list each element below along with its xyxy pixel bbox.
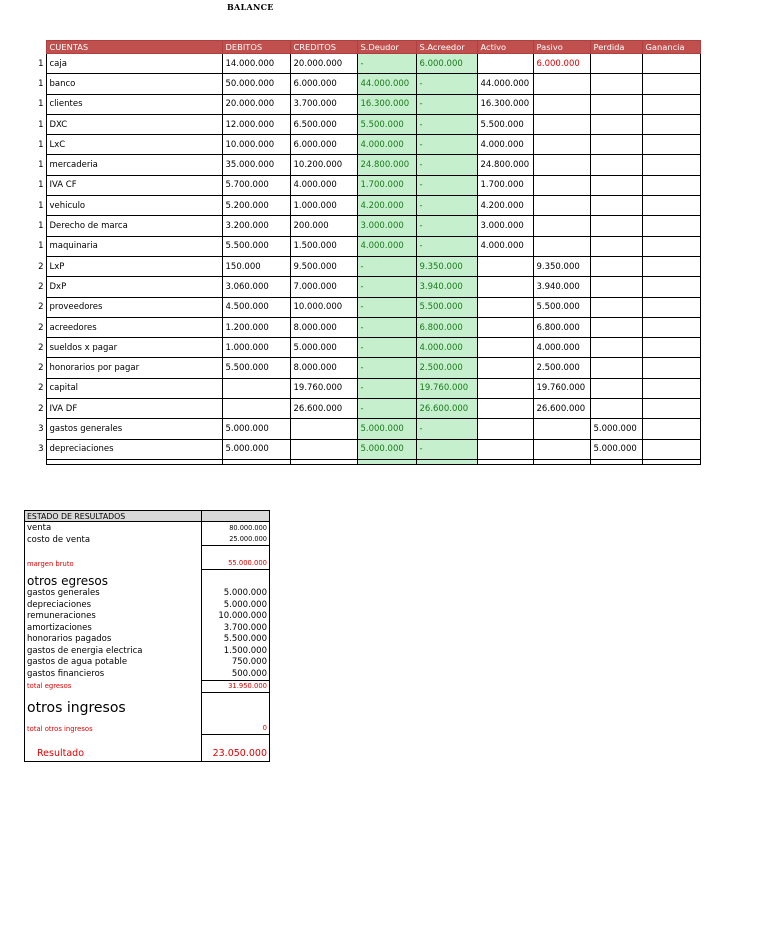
cell-ganancia[interactable] [642,216,700,236]
cell-debitos[interactable]: 5.000.000 [222,439,290,459]
cell-empty[interactable] [357,459,416,464]
header-perdida[interactable]: Perdida [590,41,642,54]
balance-row [33,74,700,94]
header-creditos[interactable]: CREDITOS [290,41,357,54]
cell-s-deudor[interactable]: 44.000.000 [357,74,416,94]
cell-pasivo[interactable] [533,175,590,195]
balance-row [33,196,700,216]
er-total-egresos-label[interactable]: total egresos [25,680,202,693]
cell-pasivo[interactable]: 19.760.000 [533,378,590,398]
cell-cuenta[interactable]: LxC [46,135,222,155]
er-egreso-row [25,668,270,680]
er-margen-row [25,558,270,570]
cell-activo[interactable]: 4.000.000 [477,135,533,155]
cell-s-acreedor[interactable]: - [416,216,477,236]
cell-activo[interactable] [477,54,533,74]
cell-cuenta[interactable]: maquinaria [46,236,222,256]
er-egreso-label[interactable]: remuneraciones [25,611,202,623]
cell-cuenta[interactable]: proveedores [46,297,222,317]
cell-s-acreedor[interactable]: - [416,439,477,459]
er-egreso-row [25,611,270,623]
header-debitos[interactable]: DEBITOS [222,41,290,54]
cell-activo[interactable] [477,419,533,439]
cell-creditos[interactable]: 6.500.000 [290,114,357,134]
cell-perdida[interactable] [590,338,642,358]
cell-ganancia[interactable] [642,439,700,459]
er-egreso-value[interactable]: 3.700.000 [202,622,270,634]
cell-debitos[interactable]: 14.000.000 [222,54,290,74]
balance-row [33,378,700,398]
cell-s-deudor[interactable]: - [357,277,416,297]
cell-cuenta[interactable]: DxP [46,277,222,297]
cell-creditos[interactable]: 200.000 [290,216,357,236]
cell-creditos[interactable]: 8.000.000 [290,358,357,378]
er-total-egresos-value[interactable]: 31.950.000 [202,680,270,693]
cell-idx: 1 [38,180,44,191]
estado-resultados-table [24,510,270,762]
cell-s-acreedor[interactable]: 6.000.000 [416,54,477,74]
balance-header-row [33,41,700,54]
cell-debitos[interactable]: 50.000.000 [222,74,290,94]
cell-ganancia[interactable] [642,256,700,276]
cell-idx: 1 [38,78,44,89]
er-egreso-label[interactable]: gastos generales [25,588,202,600]
cell-s-deudor[interactable]: 1.700.000 [357,175,416,195]
er-costo-row [25,534,270,546]
cell-ganancia[interactable] [642,236,700,256]
cell-creditos[interactable]: 8.000.000 [290,317,357,337]
balance-row [33,135,700,155]
cell-idx: 1 [38,99,44,110]
cell-idx: 1 [38,58,44,69]
cell-creditos[interactable]: 19.760.000 [290,378,357,398]
cell-s-deudor[interactable]: - [357,338,416,358]
cell-empty[interactable] [533,459,590,464]
cell-perdida[interactable] [590,196,642,216]
cell-s-acreedor[interactable]: 19.760.000 [416,378,477,398]
cell-creditos[interactable]: 3.700.000 [290,94,357,114]
cell-s-deudor[interactable]: - [357,54,416,74]
cell-ganancia[interactable] [642,196,700,216]
cell-pasivo[interactable] [533,216,590,236]
cell-perdida[interactable] [590,74,642,94]
cell-ganancia[interactable] [642,378,700,398]
er-otros-ingresos-label[interactable]: otros ingresos [25,693,202,723]
balance-row [33,358,700,378]
cell-debitos[interactable]: 5.000.000 [222,419,290,439]
cell-creditos[interactable]: 1.000.000 [290,196,357,216]
cell-creditos[interactable]: 9.500.000 [290,256,357,276]
er-venta-row [25,522,270,534]
cell-s-deudor[interactable]: 24.800.000 [357,155,416,175]
cell-s-acreedor[interactable]: - [416,419,477,439]
cell-pasivo[interactable] [533,135,590,155]
header-pasivo[interactable]: Pasivo [533,41,590,54]
er-egreso-row [25,588,270,600]
cell-debitos[interactable]: 5.500.000 [222,358,290,378]
cell-idx: 1 [38,221,44,232]
balance-row [33,114,700,134]
cell-debitos[interactable]: 5.200.000 [222,196,290,216]
cell-activo[interactable]: 4.000.000 [477,236,533,256]
cell-debitos[interactable]: 3.060.000 [222,277,290,297]
cell-s-deudor[interactable]: - [357,378,416,398]
cell-idx: 2 [38,363,44,374]
cell-pasivo[interactable]: 26.600.000 [533,399,590,419]
balance-row-partial [33,459,700,464]
cell-perdida[interactable] [590,358,642,378]
cell-cuenta[interactable]: caja [46,54,222,74]
cell-perdida[interactable]: 5.000.000 [590,419,642,439]
cell-cuenta[interactable]: sueldos x pagar [46,338,222,358]
cell-empty[interactable] [290,459,357,464]
cell-activo[interactable]: 16.300.000 [477,94,533,114]
cell-pasivo[interactable] [533,419,590,439]
cell-perdida[interactable] [590,54,642,74]
cell-cuenta[interactable]: banco [46,74,222,94]
cell-s-deudor[interactable]: 3.000.000 [357,216,416,236]
header-activo[interactable]: Activo [477,41,533,54]
er-egreso-value[interactable]: 10.000.000 [202,611,270,623]
cell-cuenta[interactable]: gastos generales [46,419,222,439]
cell-cuenta[interactable]: mercaderia [46,155,222,175]
cell-s-acreedor[interactable]: 9.350.000 [416,256,477,276]
cell-s-deudor[interactable]: - [357,297,416,317]
header-cuentas[interactable]: CUENTAS [46,41,222,54]
cell-creditos[interactable]: 1.500.000 [290,236,357,256]
cell-s-deudor[interactable]: 4.000.000 [357,236,416,256]
cell-activo[interactable]: 5.500.000 [477,114,533,134]
cell-s-acreedor[interactable]: 2.500.000 [416,358,477,378]
cell-s-deudor[interactable]: - [357,358,416,378]
cell-cuenta[interactable]: clientes [46,94,222,114]
balance-table [33,40,701,465]
cell-cuenta[interactable]: DXC [46,114,222,134]
er-header-blank[interactable] [202,511,270,522]
cell-creditos[interactable]: 6.000.000 [290,74,357,94]
cell-activo[interactable]: 3.000.000 [477,216,533,236]
cell-s-deudor[interactable]: - [357,256,416,276]
cell-perdida[interactable] [590,175,642,195]
cell-idx: 1 [38,200,44,211]
cell-idx: 2 [38,403,44,414]
er-venta-label[interactable]: venta [25,522,202,534]
cell-ganancia[interactable] [642,338,700,358]
er-total-otros-ingresos-row [25,723,270,735]
er-egreso-row [25,657,270,669]
er-total-otros-ingresos-value[interactable]: 0 [202,723,270,735]
cell-idx: 2 [38,281,44,292]
cell-perdida[interactable] [590,135,642,155]
cell-cuenta[interactable]: Derecho de marca [46,216,222,236]
cell-creditos[interactable]: 26.600.000 [290,399,357,419]
cell-pasivo[interactable] [533,155,590,175]
balance-row [33,216,700,236]
cell-ganancia[interactable] [642,419,700,439]
cell-activo[interactable]: 1.700.000 [477,175,533,195]
balance-row [33,175,700,195]
header-s-deudor[interactable]: S.Deudor [357,41,416,54]
balance-row [33,155,700,175]
cell-perdida[interactable] [590,94,642,114]
balance-row [33,236,700,256]
balance-row [33,338,700,358]
cell-s-acreedor[interactable]: - [416,114,477,134]
cell-pasivo[interactable] [533,439,590,459]
cell-perdida[interactable] [590,256,642,276]
balance-row [33,277,700,297]
cell-cuenta[interactable]: honorarios por pagar [46,358,222,378]
cell-pasivo[interactable]: 4.000.000 [533,338,590,358]
cell-s-acreedor[interactable]: - [416,74,477,94]
er-total-egresos-row [25,680,270,693]
cell-ganancia[interactable] [642,399,700,419]
cell-creditos[interactable]: 7.000.000 [290,277,357,297]
cell-creditos[interactable]: 4.000.000 [290,175,357,195]
header-s-acreedor[interactable]: S.Acreedor [416,41,477,54]
cell-idx: 1 [38,139,44,150]
cell-perdida[interactable] [590,399,642,419]
cell-ganancia[interactable] [642,74,700,94]
er-egreso-value[interactable]: 5.000.000 [202,588,270,600]
cell-pasivo[interactable] [533,74,590,94]
cell-empty[interactable] [416,459,477,464]
cell-empty[interactable] [222,459,290,464]
er-spacer-2 [25,735,270,747]
balance-row [33,317,700,337]
cell-activo[interactable] [477,297,533,317]
cell-debitos[interactable]: 5.500.000 [222,236,290,256]
cell-pasivo[interactable]: 5.500.000 [533,297,590,317]
er-egreso-label[interactable]: gastos financieros [25,668,202,680]
cell-pasivo[interactable] [533,196,590,216]
balance-row [33,439,700,459]
er-costo-label[interactable]: costo de venta [25,534,202,546]
er-header-row [25,511,270,522]
cell-pasivo[interactable] [533,236,590,256]
cell-idx: 1 [38,119,44,130]
cell-activo[interactable] [477,317,533,337]
cell-s-acreedor[interactable]: 6.800.000 [416,317,477,337]
cell-s-acreedor[interactable]: 5.500.000 [416,297,477,317]
er-egreso-row [25,634,270,646]
cell-s-acreedor[interactable]: - [416,236,477,256]
cell-debitos[interactable]: 1.000.000 [222,338,290,358]
cell-perdida[interactable] [590,378,642,398]
er-egreso-value[interactable]: 500.000 [202,668,270,680]
cell-pasivo[interactable] [533,94,590,114]
cell-debitos[interactable]: 12.000.000 [222,114,290,134]
cell-s-deudor[interactable]: 4.000.000 [357,135,416,155]
er-egreso-value[interactable]: 1.500.000 [202,645,270,657]
cell-cuenta[interactable]: acreedores [46,317,222,337]
cell-pasivo[interactable] [533,114,590,134]
cell-creditos[interactable]: 10.000.000 [290,297,357,317]
cell-ganancia[interactable] [642,94,700,114]
cell-cuenta[interactable]: IVA DF [46,399,222,419]
cell-s-acreedor[interactable]: - [416,155,477,175]
er-costo-value[interactable]: 25.000.000 [202,534,270,546]
cell-creditos[interactable]: 20.000.000 [290,54,357,74]
cell-idx: 2 [38,261,44,272]
cell-creditos[interactable] [290,419,357,439]
er-margen-label[interactable]: margen bruto [25,558,202,570]
cell-cuenta[interactable]: depreciaciones [46,439,222,459]
er-egreso-label[interactable]: depreciaciones [25,599,202,611]
cell-activo[interactable] [477,399,533,419]
er-egreso-value[interactable]: 5.000.000 [202,599,270,611]
cell-perdida[interactable] [590,114,642,134]
er-resultado-row [25,747,270,762]
cell-idx: 3 [38,423,44,434]
er-egreso-row [25,622,270,634]
er-otros-egresos-row [25,570,270,588]
balance-row [33,297,700,317]
cell-s-deudor[interactable]: 5.000.000 [357,439,416,459]
sheet-title: BALANCE [227,2,274,12]
cell-idx: 1 [38,160,44,171]
cell-creditos[interactable]: 6.000.000 [290,135,357,155]
cell-pasivo[interactable]: 9.350.000 [533,256,590,276]
cell-perdida[interactable] [590,236,642,256]
cell-perdida[interactable] [590,277,642,297]
cell-perdida[interactable] [590,155,642,175]
cell-s-acreedor[interactable]: - [416,175,477,195]
cell-pasivo[interactable]: 6.800.000 [533,317,590,337]
cell-ganancia[interactable] [642,114,700,134]
cell-activo[interactable]: 44.000.000 [477,74,533,94]
cell-s-deudor[interactable]: - [357,317,416,337]
cell-debitos[interactable]: 1.200.000 [222,317,290,337]
cell-empty[interactable] [590,459,642,464]
cell-empty[interactable] [477,459,533,464]
balance-body [33,54,700,465]
cell-idx: 2 [38,302,44,313]
cell-ganancia[interactable] [642,54,700,74]
er-egreso-label[interactable]: gastos de energia electrica [25,645,202,657]
cell-s-acreedor[interactable]: - [416,196,477,216]
cell-s-deudor[interactable]: 4.200.000 [357,196,416,216]
cell-s-acreedor[interactable]: 26.600.000 [416,399,477,419]
er-egreso-row [25,645,270,657]
cell-idx: 2 [38,383,44,394]
cell-activo[interactable] [477,277,533,297]
cell-activo[interactable] [477,358,533,378]
er-header[interactable]: ESTADO DE RESULTADOS [25,511,202,522]
cell-perdida[interactable] [590,297,642,317]
balance-row [33,54,700,74]
balance-row [33,94,700,114]
cell-ganancia[interactable] [642,358,700,378]
cell-cuenta[interactable]: LxP [46,256,222,276]
cell-s-acreedor[interactable]: 3.940.000 [416,277,477,297]
cell-s-deudor[interactable]: 16.300.000 [357,94,416,114]
cell-cuenta[interactable]: capital [46,378,222,398]
cell-debitos[interactable]: 150.000 [222,256,290,276]
header-ganancia[interactable]: Ganancia [642,41,700,54]
cell-s-deudor[interactable]: 5.500.000 [357,114,416,134]
cell-empty[interactable] [642,459,700,464]
cell-activo[interactable] [477,439,533,459]
cell-s-acreedor[interactable]: 4.000.000 [416,338,477,358]
cell-s-deudor[interactable]: 5.000.000 [357,419,416,439]
er-otros-egresos-label[interactable]: otros egresos [25,570,202,588]
cell-debitos[interactable] [222,399,290,419]
cell-debitos[interactable] [222,378,290,398]
cell-idx: 2 [38,322,44,333]
er-otros-ingresos-row [25,693,270,723]
cell-debitos[interactable]: 10.000.000 [222,135,290,155]
er-resultado-value[interactable]: 23.050.000 [202,747,270,762]
cell-creditos[interactable]: 10.200.000 [290,155,357,175]
cell-cuenta[interactable]: vehiculo [46,196,222,216]
cell-idx: 1 [38,241,44,252]
cell-ganancia[interactable] [642,135,700,155]
balance-row [33,256,700,276]
cell-activo[interactable]: 4.200.000 [477,196,533,216]
balance-row [33,419,700,439]
cell-debitos[interactable]: 35.000.000 [222,155,290,175]
cell-debitos[interactable]: 5.700.000 [222,175,290,195]
balance-row [33,399,700,419]
header-corner [33,41,46,54]
er-resultado-label[interactable]: Resultado [25,747,202,762]
cell-perdida[interactable]: 5.000.000 [590,439,642,459]
cell-ganancia[interactable] [642,297,700,317]
cell-idx: 2 [38,342,44,353]
cell-empty[interactable] [46,459,222,464]
cell-ganancia[interactable] [642,155,700,175]
cell-cuenta[interactable]: IVA CF [46,175,222,195]
cell-ganancia[interactable] [642,175,700,195]
er-margen-value[interactable]: 55.000.000 [202,558,270,570]
cell-pasivo[interactable]: 3.940.000 [533,277,590,297]
cell-pasivo[interactable]: 6.000.000 [533,54,590,74]
cell-perdida[interactable] [590,317,642,337]
cell-s-deudor[interactable]: - [357,399,416,419]
er-total-otros-ingresos-label[interactable]: total otros ingresos [25,723,202,735]
cell-idx: 3 [38,444,44,455]
cell-activo[interactable] [477,256,533,276]
cell-activo[interactable] [477,338,533,358]
er-egreso-label[interactable]: honorarios pagados [25,634,202,646]
cell-debitos[interactable]: 20.000.000 [222,94,290,114]
cell-creditos[interactable] [290,439,357,459]
cell-empty[interactable] [33,459,46,464]
cell-perdida[interactable] [590,216,642,236]
cell-debitos[interactable]: 4.500.000 [222,297,290,317]
er-egreso-label[interactable]: gastos de agua potable [25,657,202,669]
er-egreso-row [25,599,270,611]
cell-pasivo[interactable]: 2.500.000 [533,358,590,378]
er-egreso-value[interactable]: 5.500.000 [202,634,270,646]
cell-debitos[interactable]: 3.200.000 [222,216,290,236]
cell-s-acreedor[interactable]: - [416,94,477,114]
er-venta-value[interactable]: 80.000.000 [202,522,270,534]
er-spacer [25,546,270,558]
cell-s-acreedor[interactable]: - [416,135,477,155]
er-egresos-list [25,588,270,681]
cell-creditos[interactable]: 5.000.000 [290,338,357,358]
cell-ganancia[interactable] [642,277,700,297]
er-egreso-value[interactable]: 750.000 [202,657,270,669]
er-egreso-label[interactable]: amortizaciones [25,622,202,634]
cell-ganancia[interactable] [642,317,700,337]
cell-activo[interactable] [477,378,533,398]
cell-activo[interactable]: 24.800.000 [477,155,533,175]
